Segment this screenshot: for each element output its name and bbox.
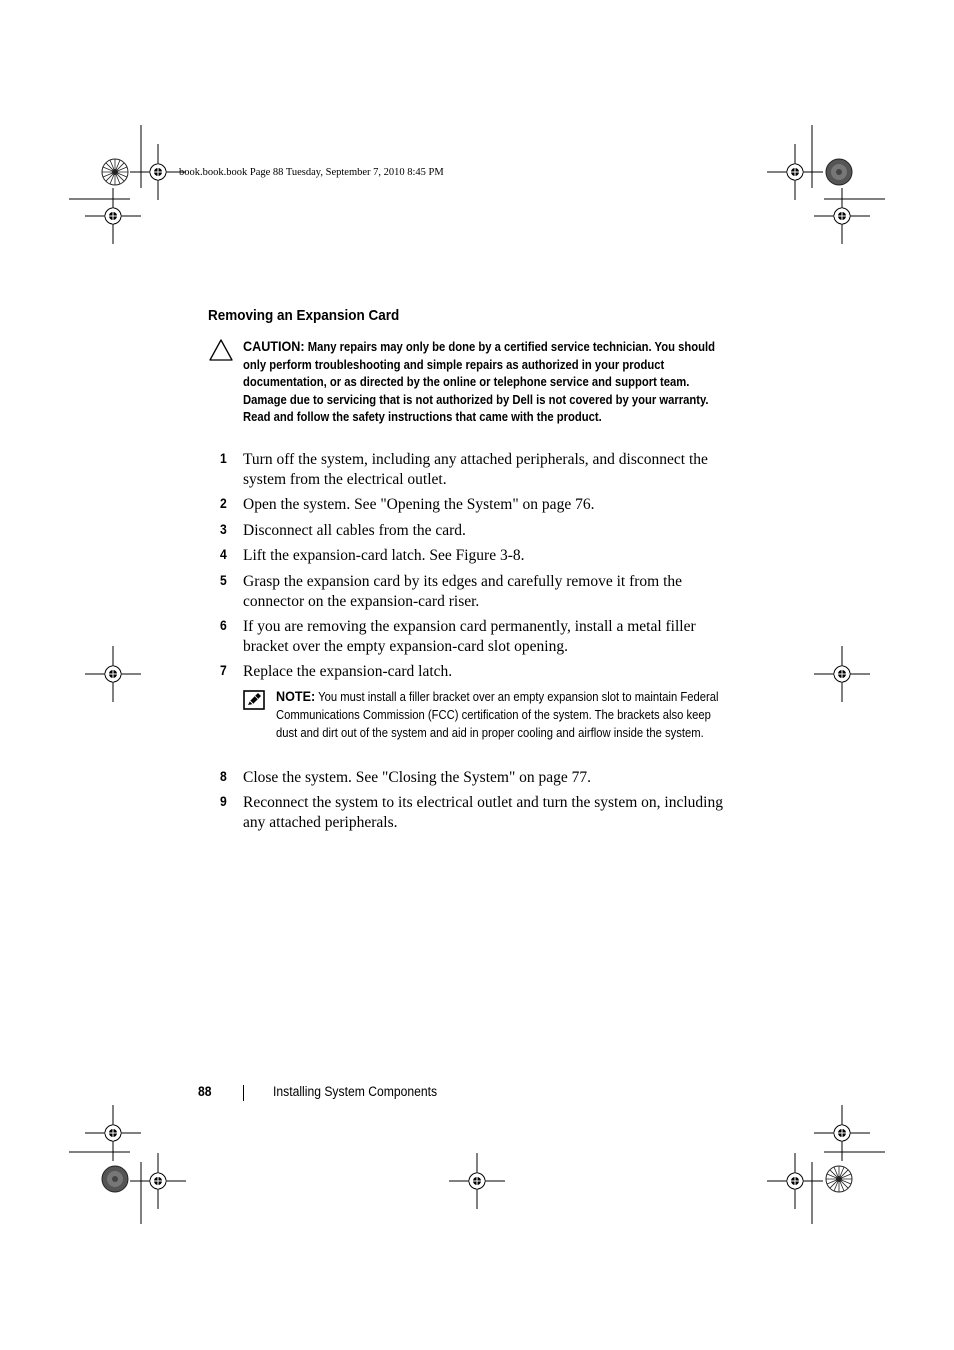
step-number: 3 — [220, 522, 227, 537]
print-slug: book.book.book Page 88 Tuesday, September 7, 2010 8:45 PM — [179, 167, 444, 178]
step-text: Open the system. See "Opening the System" on page 76. — [243, 496, 595, 513]
step-number: 9 — [220, 794, 227, 809]
step-text: Close the system. See "Closing the System" on page 77. — [243, 769, 592, 786]
page-number: 88 — [198, 1084, 212, 1099]
step-text: Reconnect the system to its electrical outlet and turn the system on, including any attached peripherals. — [243, 794, 723, 831]
step-text: Lift the expansion-card latch. See Figure 3-8. — [243, 547, 525, 564]
caution-body: Many repairs may only be done by a certified service technician. You should only perform troubleshooting and simple repairs as authorized in your product documentation, or as directed by the online or telephone service and support team. Damage due to servicing that is not authorized by Dell is not covered by your warranty. Read and follow the safety instructions that came with the product. — [243, 340, 715, 425]
note-text — [276, 688, 726, 742]
step-text: Grasp the expansion card by its edges and carefully remove it from the connector on the expansion-card riser. — [243, 573, 683, 610]
step-number: 5 — [220, 573, 227, 588]
step-number: 7 — [220, 663, 227, 678]
step-text: Replace the expansion-card latch. — [243, 663, 453, 680]
step-number: 8 — [220, 769, 227, 784]
step-number: 6 — [220, 618, 227, 633]
caution-text — [243, 338, 725, 427]
caution-triangle-icon — [208, 338, 234, 362]
section-heading: Removing an Expansion Card — [208, 307, 400, 324]
note-label: NOTE: — [276, 688, 316, 704]
step-text: Turn off the system, including any attached peripherals, and disconnect the system from the electrical outlet. — [243, 451, 708, 488]
footer-divider — [243, 1085, 244, 1101]
note-pencil-icon — [243, 690, 265, 710]
note-body: You must install a filler bracket over an empty expansion slot to maintain Federal Communications Commission (FCC) certification of the system. The brackets also keep dust and dirt out of the system and aid in proper cooling and airflow inside the system. — [276, 690, 719, 740]
step-number: 1 — [220, 451, 227, 466]
step-number: 4 — [220, 547, 227, 562]
caution-label: CAUTION: — [243, 338, 305, 354]
step-number: 2 — [220, 496, 227, 511]
step-text: If you are removing the expansion card permanently, install a metal filler bracket over the empty expansion-card slot opening. — [243, 618, 696, 655]
step-text: Disconnect all cables from the card. — [243, 522, 466, 539]
footer-section-title: Installing System Components — [273, 1084, 438, 1099]
